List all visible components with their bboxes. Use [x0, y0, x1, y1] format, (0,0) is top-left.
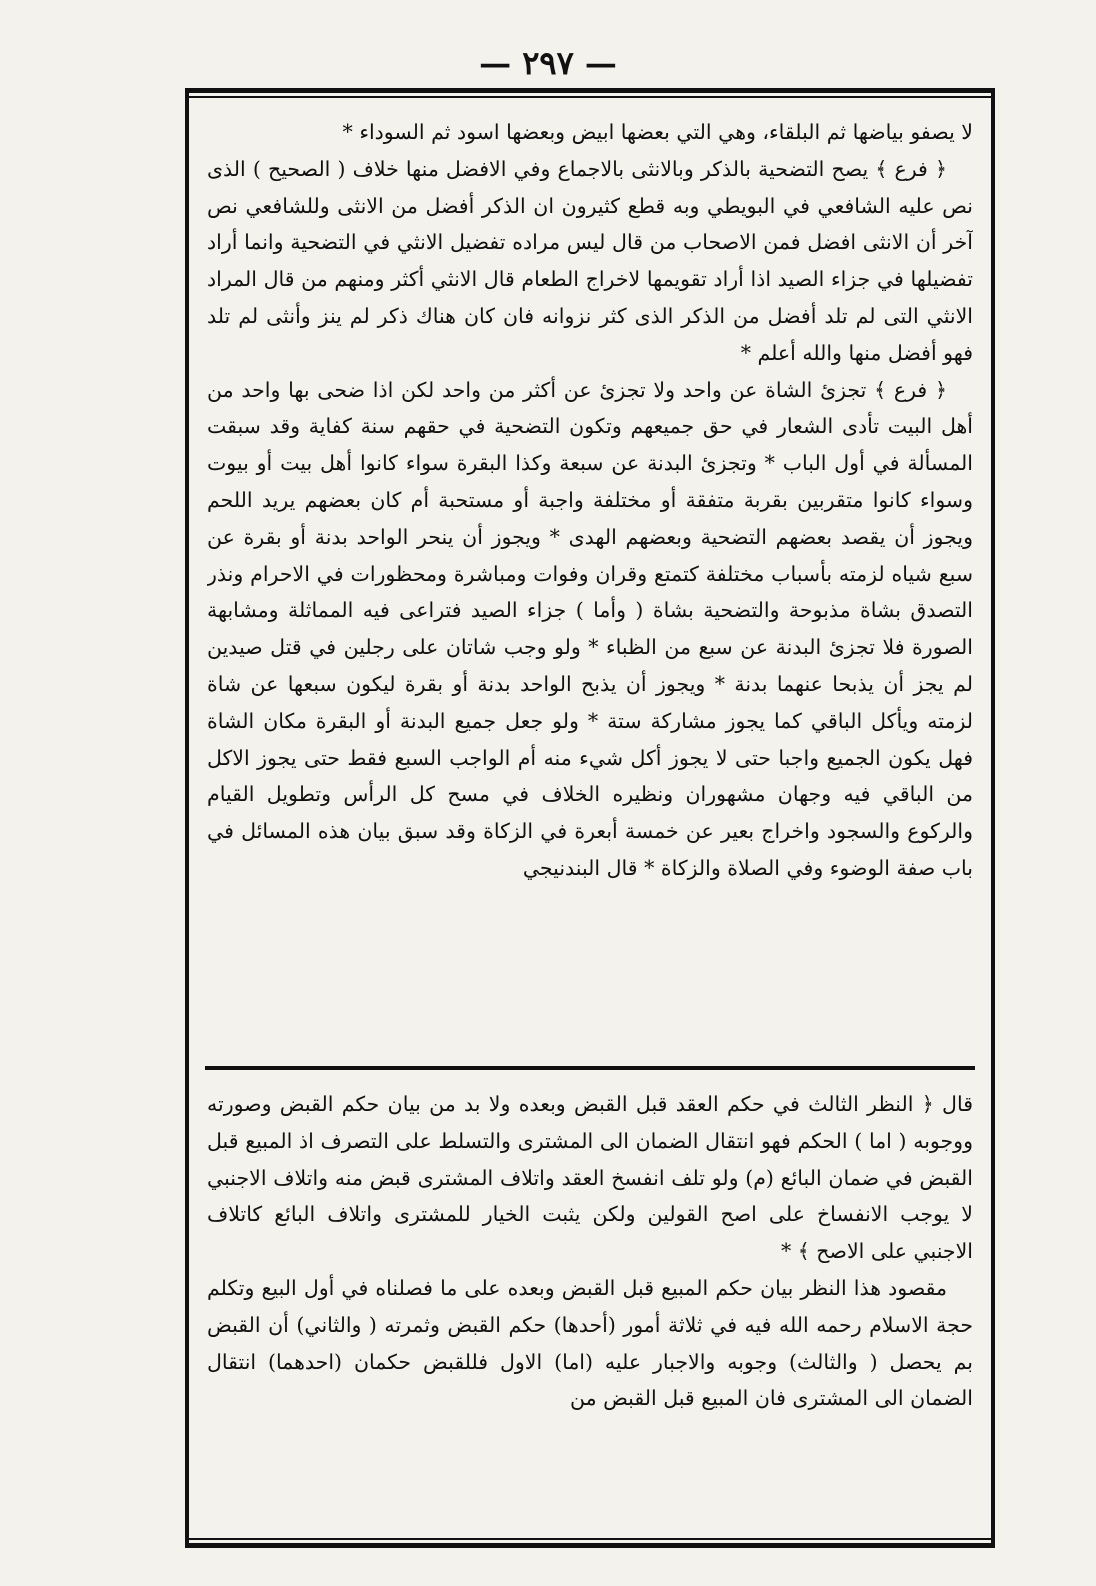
right-border	[991, 88, 995, 1548]
main-text	[207, 114, 973, 1054]
commentary-paragraph: قال ﴿ النظر الثالث في حكم العقد قبل القبض وبعده ولا بد من بيان حكم القبض وصورته ووجوبه ( اما ) الحكم فهو انتقال الضمان الى المشترى والتسلط على التصرف اذ المبيع قبل القبض في ضمان البائع (م) ولو تلف انفسخ العقد واتلاف المشترى قبض منه واتلاف الاجنبي لا يوجب الانفساخ على اصح القولين ولكن يثبت الخيار للمشترى واتلاف البائع كاتلاف الاجنبي على الاصح ﴾ *	[207, 1092, 973, 1264]
commentary-text	[207, 1086, 973, 1526]
main-paragraph: ﴿ فرع ﴾ يصح التضحية بالذكر وبالانثى بالاجماع وفي الافضل منها خلاف ( الصحيح ) الذى نص عليه الشافعي في البويطي وبه قطع كثيرون ان الذكر أفضل من الانثى وللشافعي نص آخر أن الانثى افضل فمن الاصحاب من قال ليس مراده تفضيل الانثي في التضحية وانما أراد تفضيلها في جزاء الصيد اذا أراد تقويمها لاخراج الطعام قال الانثي أكثر ومنهم من قال المراد الانثي التى لم تلد أفضل من الذكر الذى كثر نزوانه فان كان هناك ذكر لم ينز وأنثى لم تلد فهو أفضل منها والله أعلم *	[207, 156, 973, 365]
page-frame	[185, 88, 995, 1548]
left-border	[185, 88, 189, 1548]
main-paragraph: لا يصفو بياضها ثم البلقاء، وهي التي بعضها ابيض وبعضها اسود ثم السوداء *	[342, 120, 973, 144]
top-rule	[185, 88, 995, 93]
page-number: — ٢٩٧ —	[479, 44, 617, 82]
top-rule-thin	[185, 96, 995, 98]
bottom-rule	[185, 1543, 995, 1548]
section-divider	[205, 1066, 975, 1070]
main-paragraph: ﴿ فرع ﴾ تجزئ الشاة عن واحد ولا تجزئ عن أكثر من واحد لكن اذا ضحى بها واحد من أهل البيت تأدى الشعار في حق جميعهم وتكون التضحية في حقهم سنة كفاية وقد سبقت المسألة في أول الباب * وتجزئ البدنة عن سبعة وكذا البقرة سواء كانوا أهل بيت أو بيوت وسواء كانوا متقربين بقربة متفقة أو مختلفة واجبة أو مستحبة أم كان بعضهم يريد اللحم ويجوز أن يقصد بعضهم التضحية وبعضهم الهدى * ويجوز أن ينحر الواحد بدنة أو بقرة عن سبع شياه لزمته بأسباب مختلفة كتمتع وقران وفوات ومباشرة ومحظورات في الاحرام ونذر التصدق بشاة مذبوحة والتضحية بشاة ( وأما ) جزاء الصيد فتراعى فيه المماثلة ومشابهة الصورة فلا تجزئ البدنة عن سبع من الظباء * ولو وجب شاتان على رجلين في قتل صيدين لم يجز أن يذبحا عنهما بدنة * ويجوز أن يذبح الواحد بدنة أو بقرة ليكون سبعها عن شاة لزمته ويأكل الباقي كما يجوز مشاركة ستة * ولو جعل جميع البدنة أو البقرة مكان الشاة فهل يكون الجميع واجبا حتى لا يجوز أكل شيء منه أم الواجب السبع فقط حتى يجوز الاكل من الباقي فيه وجهان مشهوران ونظيره الخلاف في مسح كل الرأس وتطويل القيام والركوع والسجود واخراج بعير عن خمسة أبعرة في الزكاة وقد سبق بيان هذه المسائل في باب صفة الوضوء وفي الصلاة والزكاة * قال البندنيجي	[207, 377, 973, 880]
commentary-paragraph: مقصود هذا النظر بيان حكم المبيع قبل القبض وبعده على ما فصلناه في أول البيع وتكلم حجة الاسلام رحمه الله فيه في ثلاثة أمور (أحدها) حكم القبض وثمرته ( والثاني) أن القبض بم يحصل ( والثالث) وجوبه والاجبار عليه (اما) الاول فللقبض حكمان (احدهما) انتقال الضمان الى المشترى فان المبيع قبل القبض من	[207, 1275, 973, 1411]
bottom-rule-thin	[185, 1538, 995, 1540]
